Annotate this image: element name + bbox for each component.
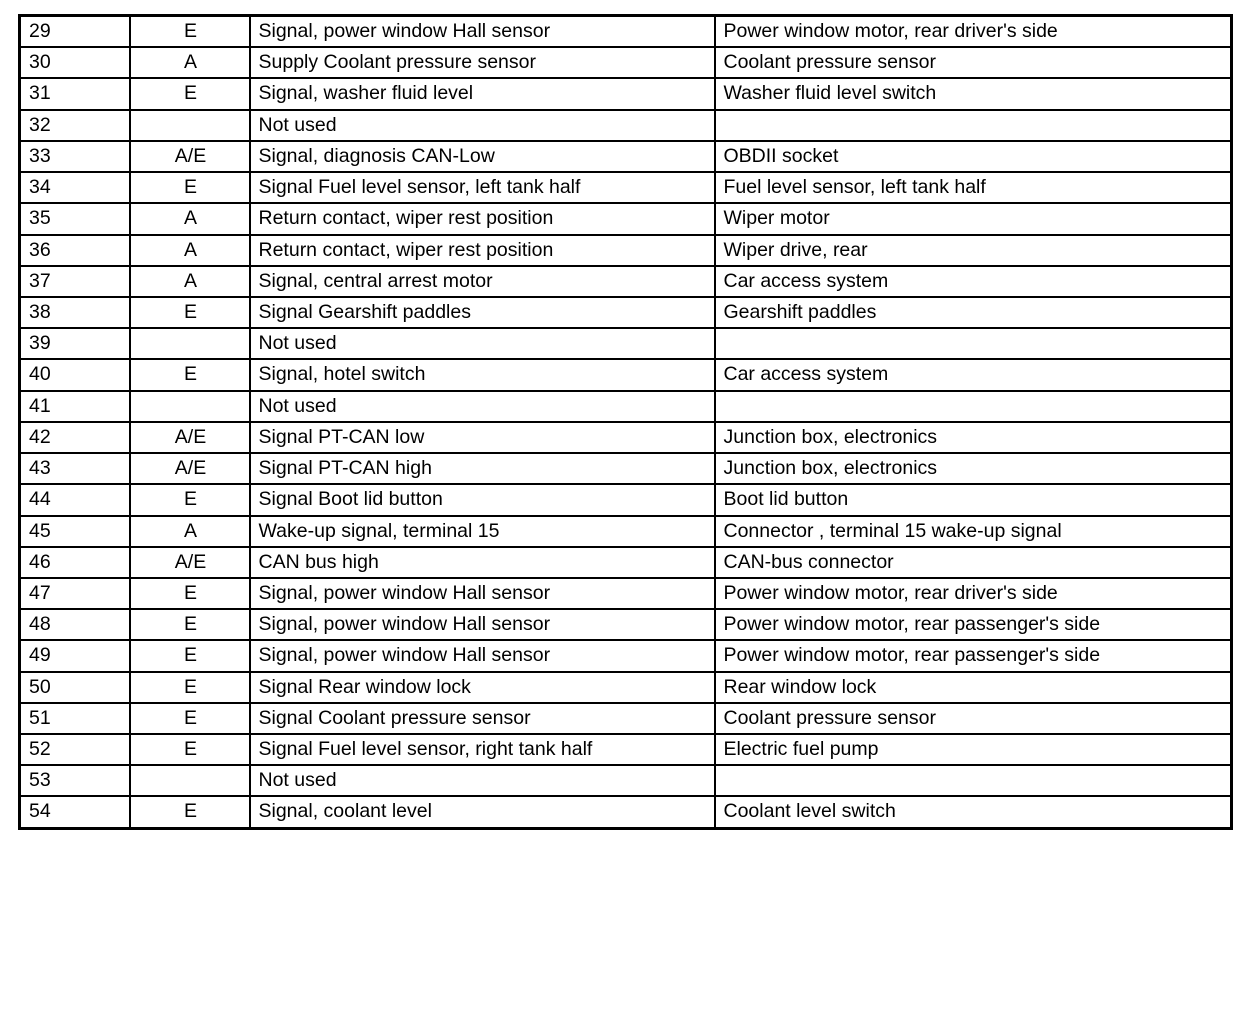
cell-component: Power window motor, rear driver's side xyxy=(715,578,1232,609)
cell-signal: Return contact, wiper rest position xyxy=(250,203,715,234)
cell-component: CAN-bus connector xyxy=(715,547,1232,578)
cell-pin: 39 xyxy=(20,328,130,359)
cell-type xyxy=(130,391,250,422)
table-row xyxy=(20,359,1232,390)
cell-type: A/E xyxy=(130,141,250,172)
table-row xyxy=(20,703,1232,734)
table-row xyxy=(20,516,1232,547)
cell-component xyxy=(715,391,1232,422)
cell-component: Power window motor, rear passenger's side xyxy=(715,640,1232,671)
table-row xyxy=(20,547,1232,578)
cell-pin: 48 xyxy=(20,609,130,640)
cell-type: E xyxy=(130,78,250,109)
cell-type: E xyxy=(130,297,250,328)
cell-type: A/E xyxy=(130,453,250,484)
table-row xyxy=(20,422,1232,453)
cell-pin: 32 xyxy=(20,110,130,141)
cell-type: E xyxy=(130,609,250,640)
cell-signal: Signal, diagnosis CAN-Low xyxy=(250,141,715,172)
cell-component: OBDII socket xyxy=(715,141,1232,172)
cell-signal: Signal, power window Hall sensor xyxy=(250,609,715,640)
cell-component: Fuel level sensor, left tank half xyxy=(715,172,1232,203)
table-row xyxy=(20,578,1232,609)
table-row xyxy=(20,297,1232,328)
table-row xyxy=(20,640,1232,671)
cell-type: E xyxy=(130,703,250,734)
cell-component: Junction box, electronics xyxy=(715,453,1232,484)
cell-pin: 36 xyxy=(20,235,130,266)
cell-component xyxy=(715,110,1232,141)
cell-pin: 33 xyxy=(20,141,130,172)
cell-signal: Wake-up signal, terminal 15 xyxy=(250,516,715,547)
cell-pin: 53 xyxy=(20,765,130,796)
cell-pin: 34 xyxy=(20,172,130,203)
cell-component: Power window motor, rear driver's side xyxy=(715,16,1232,48)
cell-pin: 40 xyxy=(20,359,130,390)
cell-signal: Signal, power window Hall sensor xyxy=(250,640,715,671)
cell-type: A xyxy=(130,266,250,297)
cell-signal: Signal, power window Hall sensor xyxy=(250,16,715,48)
cell-signal: Signal PT-CAN low xyxy=(250,422,715,453)
cell-pin: 50 xyxy=(20,672,130,703)
cell-type: E xyxy=(130,172,250,203)
cell-signal: Signal Coolant pressure sensor xyxy=(250,703,715,734)
cell-pin: 35 xyxy=(20,203,130,234)
cell-type: E xyxy=(130,578,250,609)
cell-signal: Return contact, wiper rest position xyxy=(250,235,715,266)
cell-type: A xyxy=(130,203,250,234)
cell-component: Wiper drive, rear xyxy=(715,235,1232,266)
table-row xyxy=(20,391,1232,422)
cell-pin: 49 xyxy=(20,640,130,671)
cell-component: Junction box, electronics xyxy=(715,422,1232,453)
pin-assignment-table xyxy=(18,14,1233,830)
table-row xyxy=(20,266,1232,297)
cell-type: E xyxy=(130,672,250,703)
cell-component: Connector , terminal 15 wake-up signal xyxy=(715,516,1232,547)
cell-component xyxy=(715,765,1232,796)
cell-signal: Signal Boot lid button xyxy=(250,484,715,515)
table-row xyxy=(20,110,1232,141)
table-row xyxy=(20,16,1232,48)
table-row xyxy=(20,453,1232,484)
cell-pin: 38 xyxy=(20,297,130,328)
cell-signal: Signal, hotel switch xyxy=(250,359,715,390)
table-row xyxy=(20,203,1232,234)
cell-type: A xyxy=(130,235,250,266)
cell-signal: Signal Fuel level sensor, right tank half xyxy=(250,734,715,765)
cell-signal: Not used xyxy=(250,110,715,141)
cell-pin: 37 xyxy=(20,266,130,297)
cell-type: E xyxy=(130,484,250,515)
cell-signal: Not used xyxy=(250,328,715,359)
table-row xyxy=(20,765,1232,796)
cell-type: E xyxy=(130,734,250,765)
cell-signal: Signal PT-CAN high xyxy=(250,453,715,484)
cell-pin: 46 xyxy=(20,547,130,578)
table-body xyxy=(20,16,1232,829)
cell-signal: Signal Gearshift paddles xyxy=(250,297,715,328)
table-row xyxy=(20,484,1232,515)
cell-component: Coolant pressure sensor xyxy=(715,47,1232,78)
cell-type: E xyxy=(130,359,250,390)
cell-pin: 54 xyxy=(20,796,130,828)
table-row xyxy=(20,141,1232,172)
cell-pin: 29 xyxy=(20,16,130,48)
cell-type: A xyxy=(130,516,250,547)
cell-pin: 43 xyxy=(20,453,130,484)
cell-component: Coolant pressure sensor xyxy=(715,703,1232,734)
cell-signal: Not used xyxy=(250,391,715,422)
cell-pin: 41 xyxy=(20,391,130,422)
cell-component: Rear window lock xyxy=(715,672,1232,703)
cell-type xyxy=(130,110,250,141)
cell-type xyxy=(130,328,250,359)
table-row xyxy=(20,78,1232,109)
cell-pin: 31 xyxy=(20,78,130,109)
cell-pin: 52 xyxy=(20,734,130,765)
cell-component: Wiper motor xyxy=(715,203,1232,234)
table-row xyxy=(20,235,1232,266)
cell-component: Car access system xyxy=(715,266,1232,297)
cell-component: Power window motor, rear passenger's side xyxy=(715,609,1232,640)
cell-signal: CAN bus high xyxy=(250,547,715,578)
cell-component: Washer fluid level switch xyxy=(715,78,1232,109)
cell-pin: 30 xyxy=(20,47,130,78)
cell-signal: Supply Coolant pressure sensor xyxy=(250,47,715,78)
cell-type: E xyxy=(130,796,250,828)
cell-type: E xyxy=(130,16,250,48)
cell-component xyxy=(715,328,1232,359)
table-row xyxy=(20,796,1232,828)
cell-type: E xyxy=(130,640,250,671)
cell-type xyxy=(130,765,250,796)
table-row xyxy=(20,172,1232,203)
cell-signal: Signal Fuel level sensor, left tank half xyxy=(250,172,715,203)
cell-type: A/E xyxy=(130,547,250,578)
cell-pin: 44 xyxy=(20,484,130,515)
table-row xyxy=(20,609,1232,640)
cell-pin: 47 xyxy=(20,578,130,609)
table-row xyxy=(20,47,1232,78)
cell-type: A xyxy=(130,47,250,78)
cell-component: Car access system xyxy=(715,359,1232,390)
cell-signal: Signal, coolant level xyxy=(250,796,715,828)
cell-component: Gearshift paddles xyxy=(715,297,1232,328)
cell-pin: 51 xyxy=(20,703,130,734)
cell-component: Electric fuel pump xyxy=(715,734,1232,765)
cell-signal: Signal, central arrest motor xyxy=(250,266,715,297)
cell-signal: Signal Rear window lock xyxy=(250,672,715,703)
cell-pin: 45 xyxy=(20,516,130,547)
table-row xyxy=(20,672,1232,703)
cell-component: Coolant level switch xyxy=(715,796,1232,828)
cell-signal: Signal, washer fluid level xyxy=(250,78,715,109)
cell-signal: Signal, power window Hall sensor xyxy=(250,578,715,609)
cell-type: A/E xyxy=(130,422,250,453)
cell-component: Boot lid button xyxy=(715,484,1232,515)
table-row xyxy=(20,734,1232,765)
cell-signal: Not used xyxy=(250,765,715,796)
cell-pin: 42 xyxy=(20,422,130,453)
table-row xyxy=(20,328,1232,359)
